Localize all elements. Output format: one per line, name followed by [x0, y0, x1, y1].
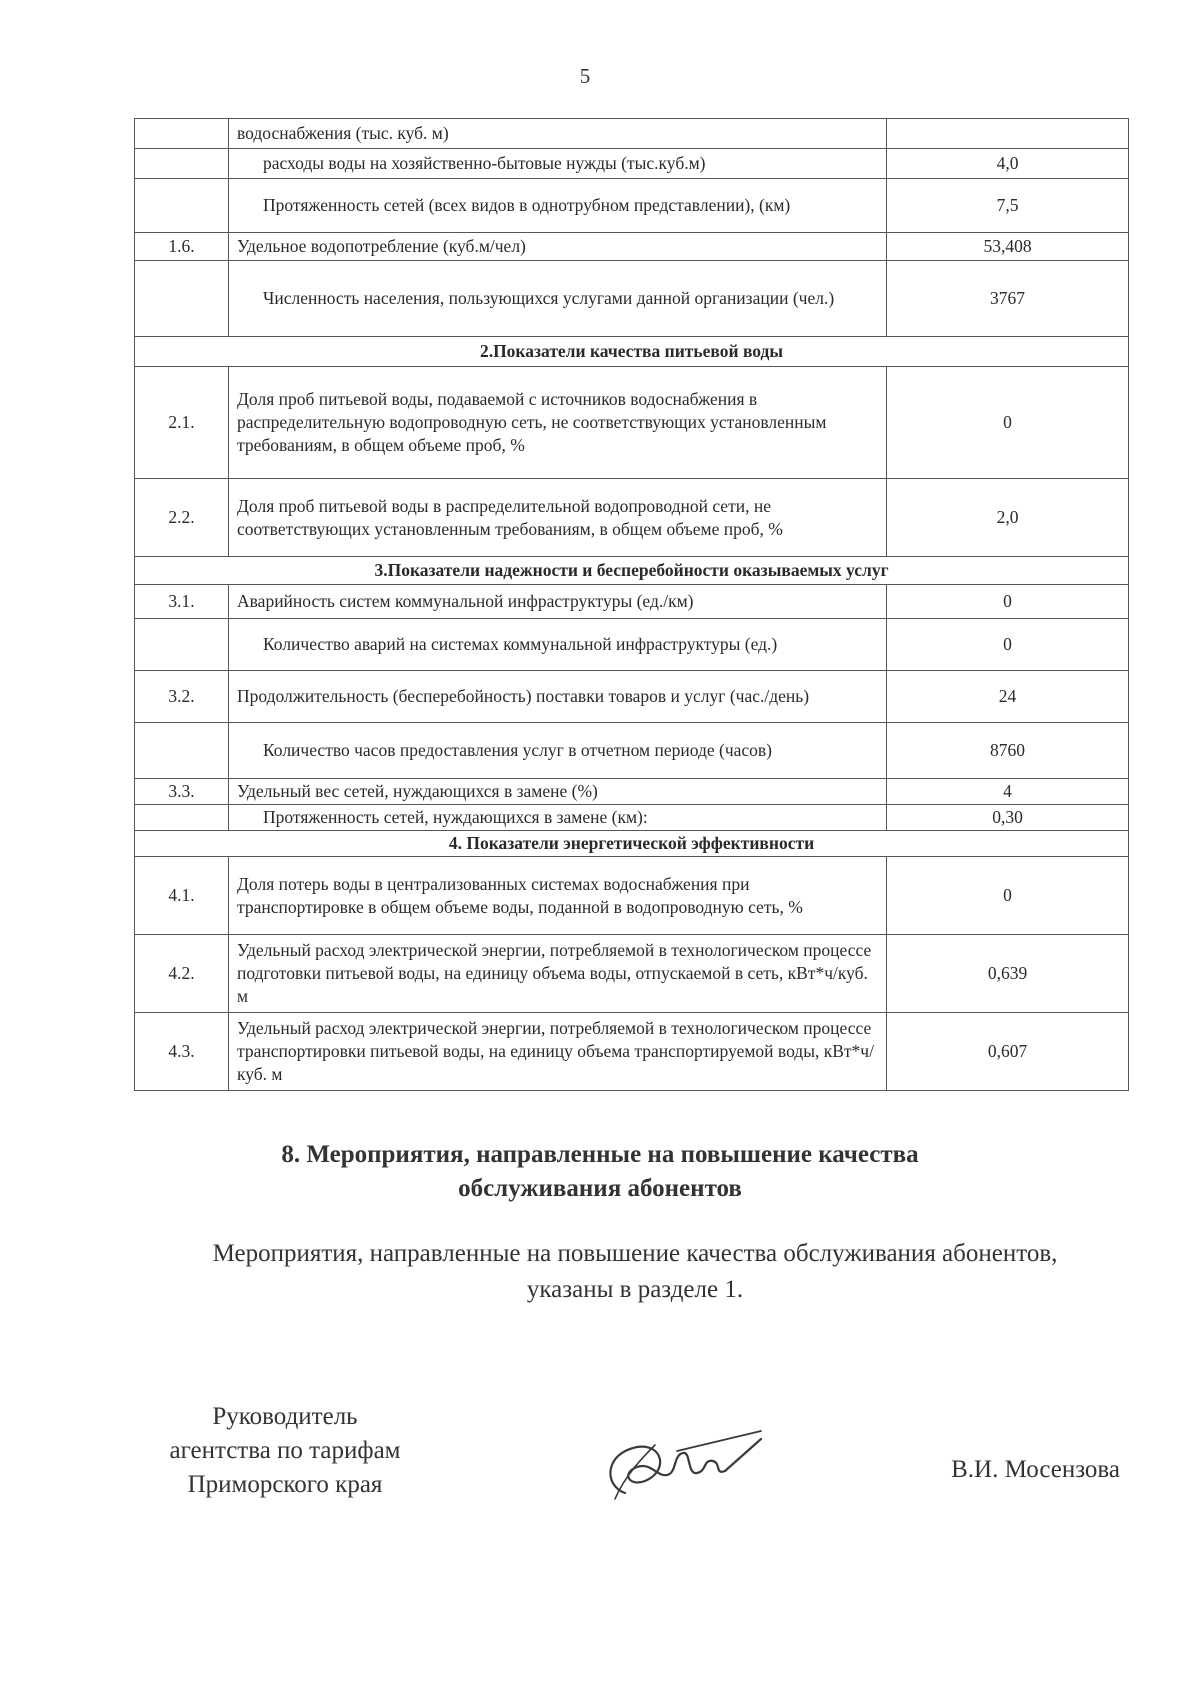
section-header-row [135, 831, 1129, 857]
row-number: 4.2. [135, 935, 229, 1013]
signer-name: В.И. Мосензова [951, 1456, 1120, 1483]
row-number [135, 723, 229, 779]
row-number [135, 261, 229, 337]
row-number: 1.6. [135, 233, 229, 261]
signer-title-line-2: агентства по тарифам [169, 1437, 401, 1464]
table-row [135, 149, 1129, 179]
table-row [135, 779, 1129, 805]
indicators-table [134, 118, 1129, 1091]
handwritten-signature [585, 1415, 765, 1515]
indicator-name: Количество часов предоставления услуг в отчетном периоде (часов) [229, 723, 887, 779]
section-8-heading [0, 1138, 1200, 1206]
row-number [135, 149, 229, 179]
indicator-value: 24 [887, 671, 1129, 723]
table-row [135, 261, 1129, 337]
indicator-name: водоснабжения (тыс. куб. м) [229, 119, 887, 149]
indicator-name: Удельное водопотребление (куб.м/чел) [229, 233, 887, 261]
signer-title-line-3: Приморского края [187, 1471, 383, 1498]
section-title: 2.Показатели качества питьевой воды [135, 337, 1129, 367]
indicator-name: Удельный расход электрической энергии, потребляемой в технологическом процессе подготовки питьевой воды, на единицу объема воды, отпускаемой в сеть, кВт*ч/куб. м [229, 935, 887, 1013]
section-8-heading-line-2: обслуживания абонентов [458, 1175, 742, 1202]
table-row [135, 619, 1129, 671]
indicator-value: 0 [887, 857, 1129, 935]
table-row [135, 671, 1129, 723]
indicator-name: Аварийность систем коммунальной инфраструктуры (ед./км) [229, 585, 887, 619]
indicator-name: Доля проб питьевой воды в распределительной водопроводной сети, не соответствующих установленным требованиям, в общем объеме проб, % [229, 479, 887, 557]
indicator-value: 0,607 [887, 1013, 1129, 1091]
row-number: 3.2. [135, 671, 229, 723]
indicator-value: 53,408 [887, 233, 1129, 261]
row-number [135, 119, 229, 149]
indicator-name: Продолжительность (бесперебойность) поставки товаров и услуг (час./день) [229, 671, 887, 723]
indicator-value: 0 [887, 619, 1129, 671]
signer-title [140, 1400, 430, 1502]
indicator-value: 4,0 [887, 149, 1129, 179]
row-number: 3.3. [135, 779, 229, 805]
table-row [135, 119, 1129, 149]
row-number: 4.1. [135, 857, 229, 935]
indicators-table-body [135, 119, 1129, 1091]
section-8-heading-line-1: 8. Мероприятия, направленные на повышение качества [281, 1141, 919, 1168]
indicator-value: 2,0 [887, 479, 1129, 557]
signer-title-line-1: Руководитель [212, 1403, 358, 1430]
section-8-text-line-1: Мероприятия, направленные на повышение качества обслуживания абонентов, [212, 1240, 1058, 1267]
section-title: 3.Показатели надежности и бесперебойности оказываемых услуг [135, 557, 1129, 585]
section-header-row [135, 337, 1129, 367]
indicator-name: Удельный вес сетей, нуждающихся в замене (%) [229, 779, 887, 805]
section-8-text [140, 1236, 1130, 1308]
row-number: 2.1. [135, 367, 229, 479]
indicator-name: расходы воды на хозяйственно-бытовые нужды (тыс.куб.м) [229, 149, 887, 179]
indicator-value: 7,5 [887, 179, 1129, 233]
table-row [135, 1013, 1129, 1091]
table-row [135, 805, 1129, 831]
row-number [135, 619, 229, 671]
section-8-text-line-2: указаны в разделе 1. [526, 1276, 744, 1303]
indicator-value [887, 119, 1129, 149]
table-row [135, 857, 1129, 935]
indicator-name: Количество аварий на системах коммунальной инфраструктуры (ед.) [229, 619, 887, 671]
table-row [135, 723, 1129, 779]
section-title: 4. Показатели энергетической эффективности [135, 831, 1129, 857]
section-header-row [135, 557, 1129, 585]
indicator-value: 4 [887, 779, 1129, 805]
table-row [135, 179, 1129, 233]
indicator-value: 0 [887, 367, 1129, 479]
indicator-name: Протяженность сетей, нуждающихся в замене (км): [229, 805, 887, 831]
indicator-name: Доля потерь воды в централизованных системах водоснабжения при транспортировке в общем объеме воды, поданной в водопроводную сеть, % [229, 857, 887, 935]
row-number: 3.1. [135, 585, 229, 619]
table-row [135, 367, 1129, 479]
row-number [135, 179, 229, 233]
table-row [135, 233, 1129, 261]
page-number: 5 [579, 64, 591, 88]
table-row [135, 935, 1129, 1013]
indicator-value: 8760 [887, 723, 1129, 779]
indicator-value: 3767 [887, 261, 1129, 337]
row-number: 4.3. [135, 1013, 229, 1091]
indicator-name: Численность населения, пользующихся услугами данной организации (чел.) [229, 261, 887, 337]
indicator-value: 0,639 [887, 935, 1129, 1013]
row-number: 2.2. [135, 479, 229, 557]
row-number [135, 805, 229, 831]
table-row [135, 479, 1129, 557]
indicator-name: Удельный расход электрической энергии, потребляемой в технологическом процессе транспортировки питьевой воды, на единицу объема транспортируемой воды, кВт*ч/куб. м [229, 1013, 887, 1091]
indicator-value: 0,30 [887, 805, 1129, 831]
indicator-name: Доля проб питьевой воды, подаваемой с источников водоснабжения в распределительную водопроводную сеть, не соответствующих установленным требованиям, в общем объеме проб, % [229, 367, 887, 479]
table-row [135, 585, 1129, 619]
indicator-value: 0 [887, 585, 1129, 619]
indicator-name: Протяженность сетей (всех видов в однотрубном представлении), (км) [229, 179, 887, 233]
